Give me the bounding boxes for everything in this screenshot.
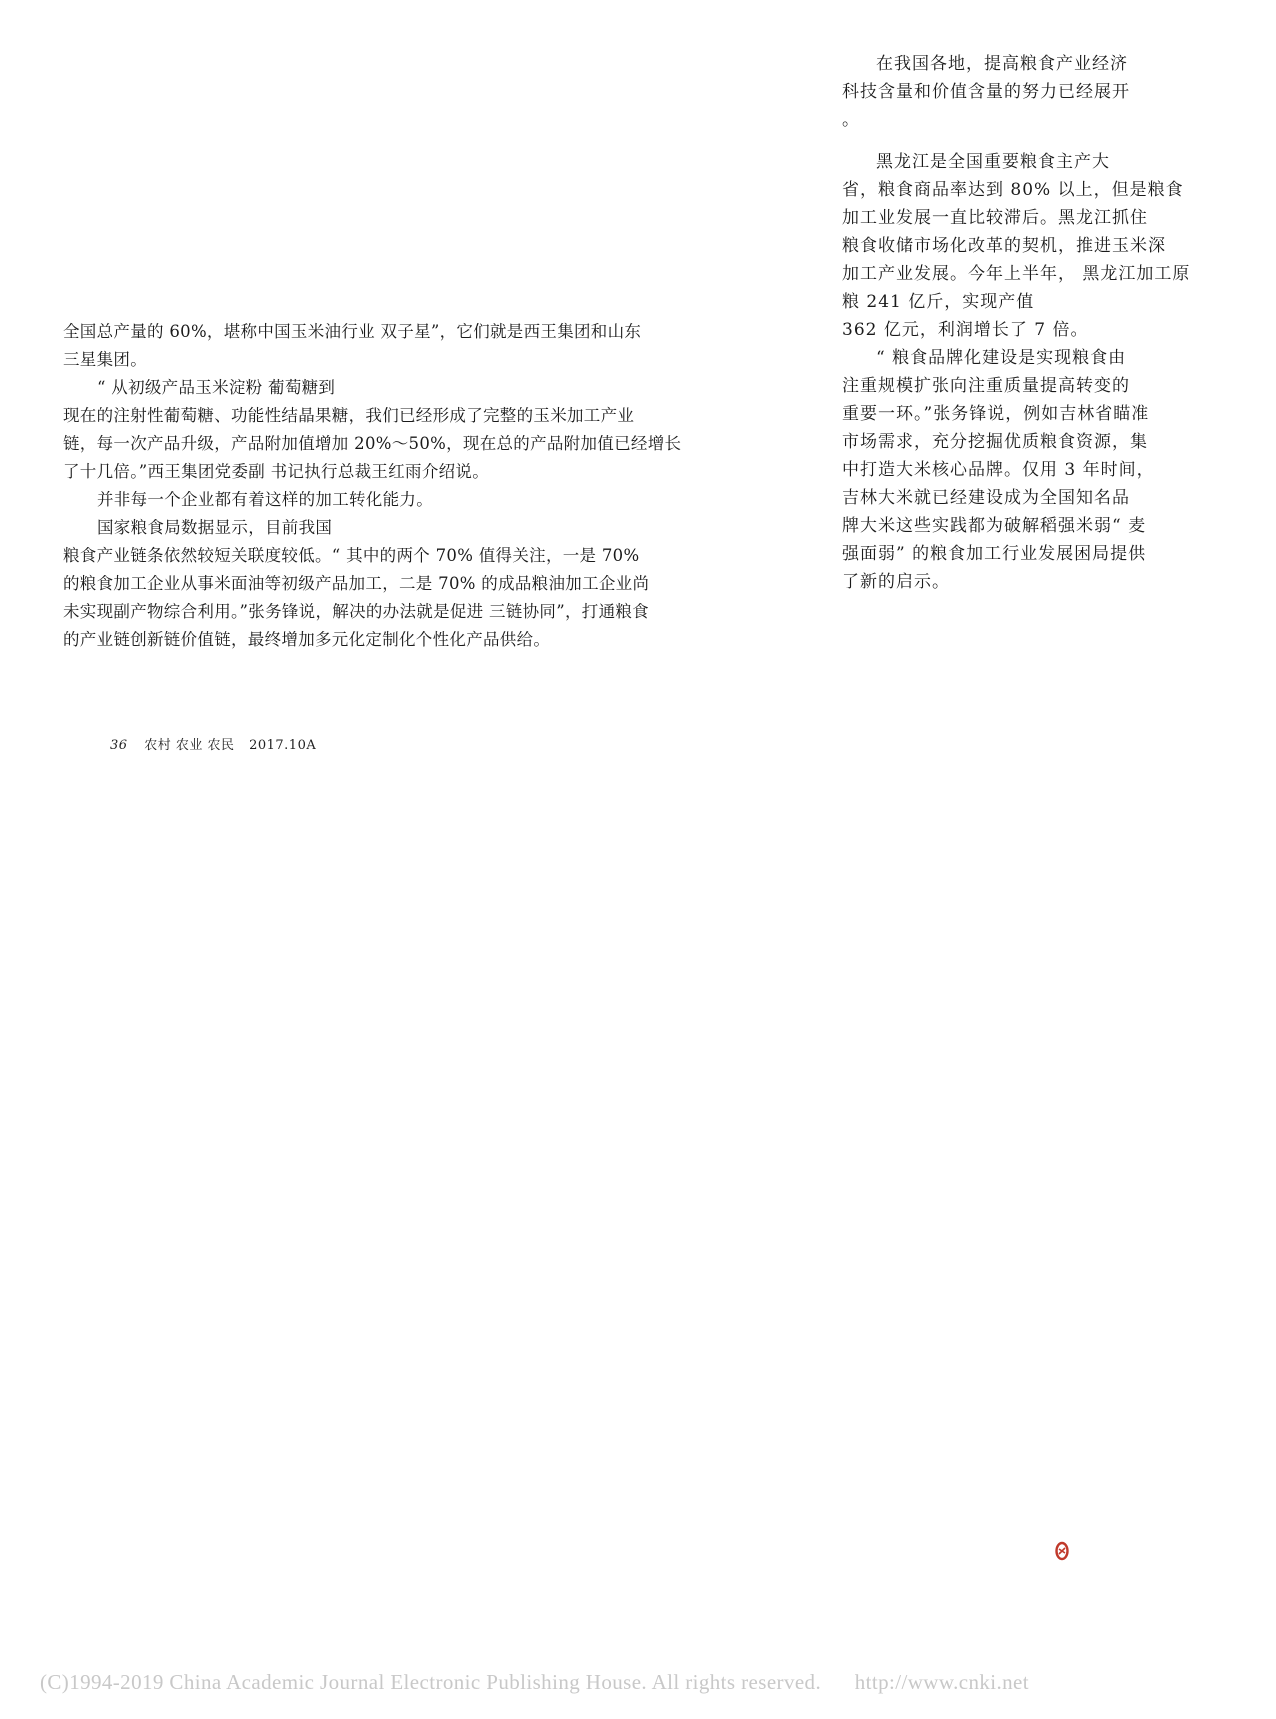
issue-number: 2017.10A (249, 738, 317, 753)
body-line: 全国总产量的 60%，堪称中国玉米油行业 双子星”，它们就是西王集团和山东 (63, 322, 642, 341)
body-line: 牌大米这些实践都为破解稻强米弱“ 麦 (842, 516, 1147, 536)
body-line: 的粮食加工企业从事米面油等初级产品加工，二是 70% 的成品粮油加工企业尚 (63, 574, 650, 593)
body-line: 注重规模扩张向注重质量提高转变的 (842, 376, 1130, 396)
body-line: 362 亿元，利润增长了 7 倍。 (842, 320, 1089, 340)
body-line: 粮 241 亿斤，实现产值 (842, 292, 1035, 312)
paragraph (842, 148, 1191, 344)
copyright-text: (C)1994-2019 China Academic Journal Electronic Publishing House. All rights reserved. (40, 1670, 822, 1694)
stamp-icon (1054, 1540, 1070, 1562)
body-line: 吉林大米就已经建设成为全国知名品 (842, 488, 1130, 508)
copyright-watermark (40, 1670, 1029, 1695)
body-line: 粮食产业链条依然较短关联度较低。“ 其中的两个 70% 值得关注，一是 70% (63, 546, 640, 565)
body-line: 未实现副产物综合利用。”张务锋说，解决的办法就是促进 三链协同”，打通粮食 (63, 602, 649, 621)
body-line: 。 (842, 110, 860, 130)
left-text-column (63, 318, 723, 654)
page-footer (110, 734, 316, 753)
body-line: 强面弱” 的粮食加工行业发展困局提供 (842, 544, 1147, 564)
paragraph-gap (842, 134, 1162, 148)
body-line: “ 从初级产品玉米淀粉 葡萄糖到 (97, 378, 336, 397)
body-line: 中打造大米核心品牌。仅用 3 年时间， (842, 460, 1155, 480)
page-number: 36 (110, 738, 128, 753)
body-line: 粮食收储市场化改革的契机，推进玉米深 (842, 236, 1166, 256)
body-line: 了十几倍。”西王集团党委副 书记执行总裁王红雨介绍说。 (63, 462, 490, 481)
copyright-url: http://www.cnki.net (854, 1670, 1029, 1694)
body-line: 市场需求，充分挖掘优质粮食资源，集 (842, 432, 1148, 452)
body-line: 在我国各地，提高粮食产业经济 (876, 54, 1128, 74)
paragraph (842, 50, 1162, 134)
paragraph (842, 344, 1162, 596)
right-text-column (842, 50, 1191, 596)
body-line: 黑龙江是全国重要粮食主产大 (876, 152, 1110, 172)
body-line: 链，每一次产品升级，产品附加值增加 20%～50%，现在总的产品附加值已经增长 (63, 434, 682, 453)
body-line: 三星集团。 (63, 350, 147, 369)
body-line: 国家粮食局数据显示，目前我国 (97, 518, 333, 537)
magazine-name: 农村 农业 农民 (144, 738, 235, 753)
body-line: 重要一环。”张务锋说，例如吉林省瞄准 (842, 404, 1150, 424)
body-line: “ 粮食品牌化建设是实现粮食由 (876, 348, 1127, 368)
body-line: 加工产业发展。今年上半年， 黑龙江加工原 (842, 264, 1191, 284)
body-line: 了新的启示。 (842, 572, 950, 592)
body-line: 加工业发展一直比较滞后。黑龙江抓住 (842, 208, 1148, 228)
body-line: 的产业链创新链价值链，最终增加多元化定制化个性化产品供给。 (63, 630, 551, 649)
body-line: 科技含量和价值含量的努力已经展开 (842, 82, 1130, 102)
body-line: 省，粮食商品率达到 80% 以上，但是粮食 (842, 180, 1184, 200)
body-line: 并非每一个企业都有着这样的加工转化能力。 (97, 490, 433, 509)
body-line: 现在的注射性葡萄糖、功能性结晶果糖，我们已经形成了完整的玉米加工产业 (63, 406, 635, 425)
